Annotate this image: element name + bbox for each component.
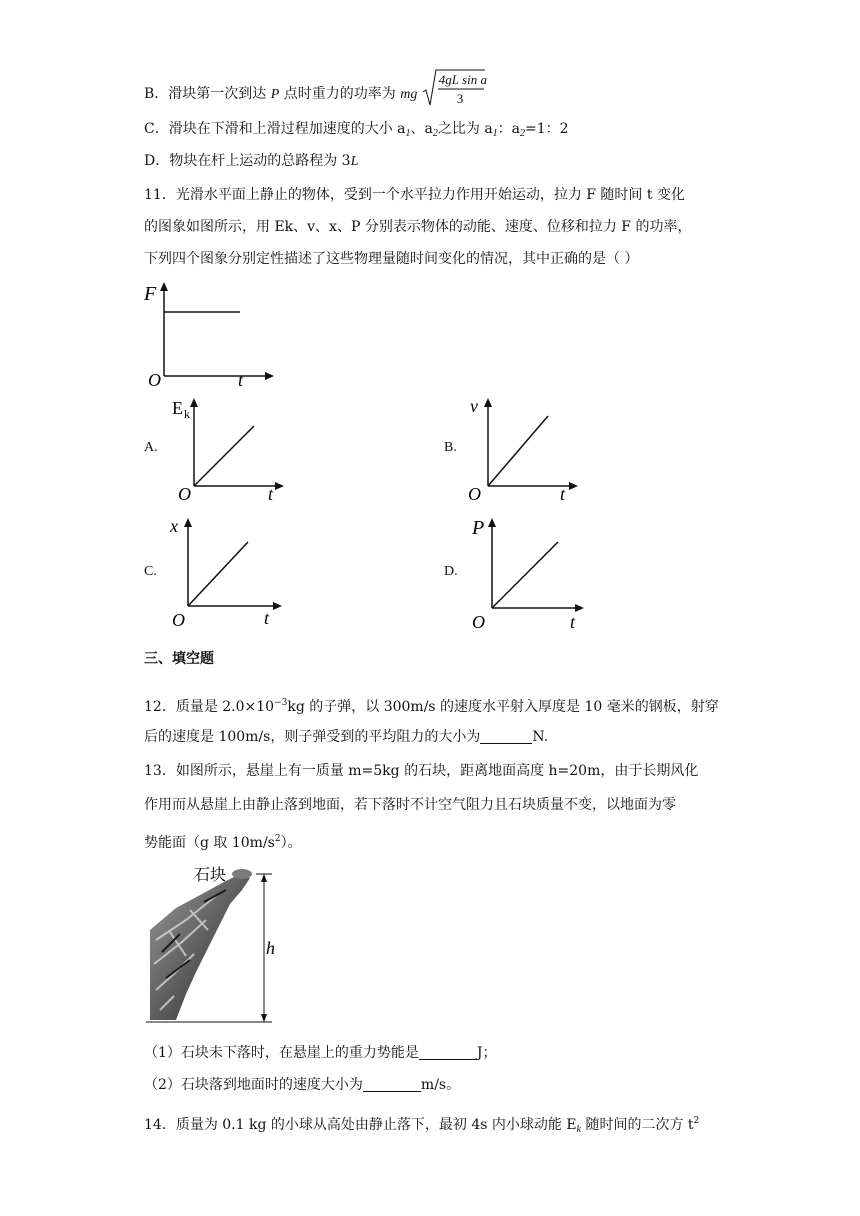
graph-y-label: F	[144, 283, 157, 305]
q12-line2: 后的速度是 100m/s，则子弹受到的平均阻力的大小为 N.	[144, 729, 549, 745]
q13-sub1-blank[interactable]	[419, 1045, 477, 1060]
option-b-origin: O	[468, 484, 481, 502]
q12-line1: 12．质量是 $2.0\times 10^{-3}kg$ 的子弹，以 300m/s 的速度水平射入厚度是 10 毫米的钢板，射穿	[144, 698, 719, 715]
option-b-label: B.	[444, 440, 457, 455]
option-a-x-label: t	[268, 484, 274, 502]
option-a-y-label: E	[172, 398, 183, 418]
sqrt-formula	[422, 68, 486, 108]
graph-origin-label: O	[148, 370, 161, 390]
formula-numerator: 4gL sin a	[438, 72, 487, 87]
option-a-y-sub: k	[184, 407, 190, 421]
height-label: h	[266, 938, 275, 958]
q13-line1: 13．如图所示，悬崖上有一质量 m=5kg 的石块，距离地面高度 h=20m，由于长期风化	[144, 763, 699, 779]
option-c-y-label: x	[170, 516, 178, 536]
option-a-label: A.	[144, 440, 158, 455]
q13-sub2: （2）石块落到地面时的速度大小为 m/s。	[144, 1077, 461, 1093]
option-c-x-label: t	[264, 608, 270, 628]
q11-stem-line2: 的图象如图所示，用 Ek、v、x、P 分别表示物体的动能、速度、位移和拉力 F 的功率，	[144, 219, 692, 235]
formula-denominator: 3	[456, 91, 464, 106]
q13-line2: 作用而从悬崖上由静止落到地面，若下落时不计空气阻力且石块质量不变，以地面为零	[144, 797, 676, 813]
option-a-graph[interactable]	[168, 394, 288, 502]
q12-answer-blank[interactable]	[480, 729, 532, 744]
graph-x-label: t	[238, 370, 244, 390]
section-title: 三、填空题	[144, 651, 214, 667]
option-d-graph[interactable]	[466, 512, 588, 632]
option-b-graph[interactable]	[462, 394, 582, 502]
q13-sub2-blank[interactable]	[363, 1077, 421, 1092]
option-a-origin: O	[178, 484, 191, 502]
q13-line3: 势能面（g 取 $10m/s^2$）。	[144, 834, 302, 851]
option-c-origin: O	[172, 610, 185, 628]
q11-stem-line1: 11．光滑水平面上静止的物体，受到一个水平拉力作用开始运动，拉力 F 随时间 t 变化	[144, 187, 685, 203]
q10-option-b: B．滑块第一次到达 P 点时重力的功率为 mg 4gL sin a 3	[144, 80, 486, 108]
q10-option-c: C．滑块在下滑和上滑过程加速度的大小 $a_1$、$a_2$之比为 $a_1$：$a_2=1$：2	[144, 121, 569, 139]
q11-stem-line3: 下列四个图象分别定性描述了这些物理量随时间变化的情况，其中正确的是（ ）	[144, 251, 639, 267]
option-d-label: D.	[444, 564, 458, 579]
option-b-y-label: v	[470, 396, 478, 416]
option-b-x-label: t	[560, 484, 566, 502]
cliff-rock-icon	[150, 874, 250, 1020]
q10-option-d: D．物块在杆上运动的总路程为 3L	[144, 153, 359, 169]
option-d-y-label: P	[472, 517, 485, 539]
option-c-label: C.	[144, 564, 157, 579]
option-c-graph[interactable]	[166, 514, 286, 628]
option-d-x-label: t	[570, 612, 576, 632]
stone-icon	[232, 869, 252, 879]
q14-line1: 14．质量为 0.1 kg 的小球从高处由静止落下，最初 4s 内小球动能 $E_k$ 随时间的二次方 $t^2$	[144, 1116, 700, 1135]
cliff-figure	[146, 860, 296, 1028]
stone-label: 石块	[194, 867, 227, 884]
force-time-graph	[140, 280, 280, 390]
q13-sub1: （1）石块未下落时，在悬崖上的重力势能是 J；	[144, 1045, 497, 1061]
option-d-origin: O	[472, 612, 485, 632]
